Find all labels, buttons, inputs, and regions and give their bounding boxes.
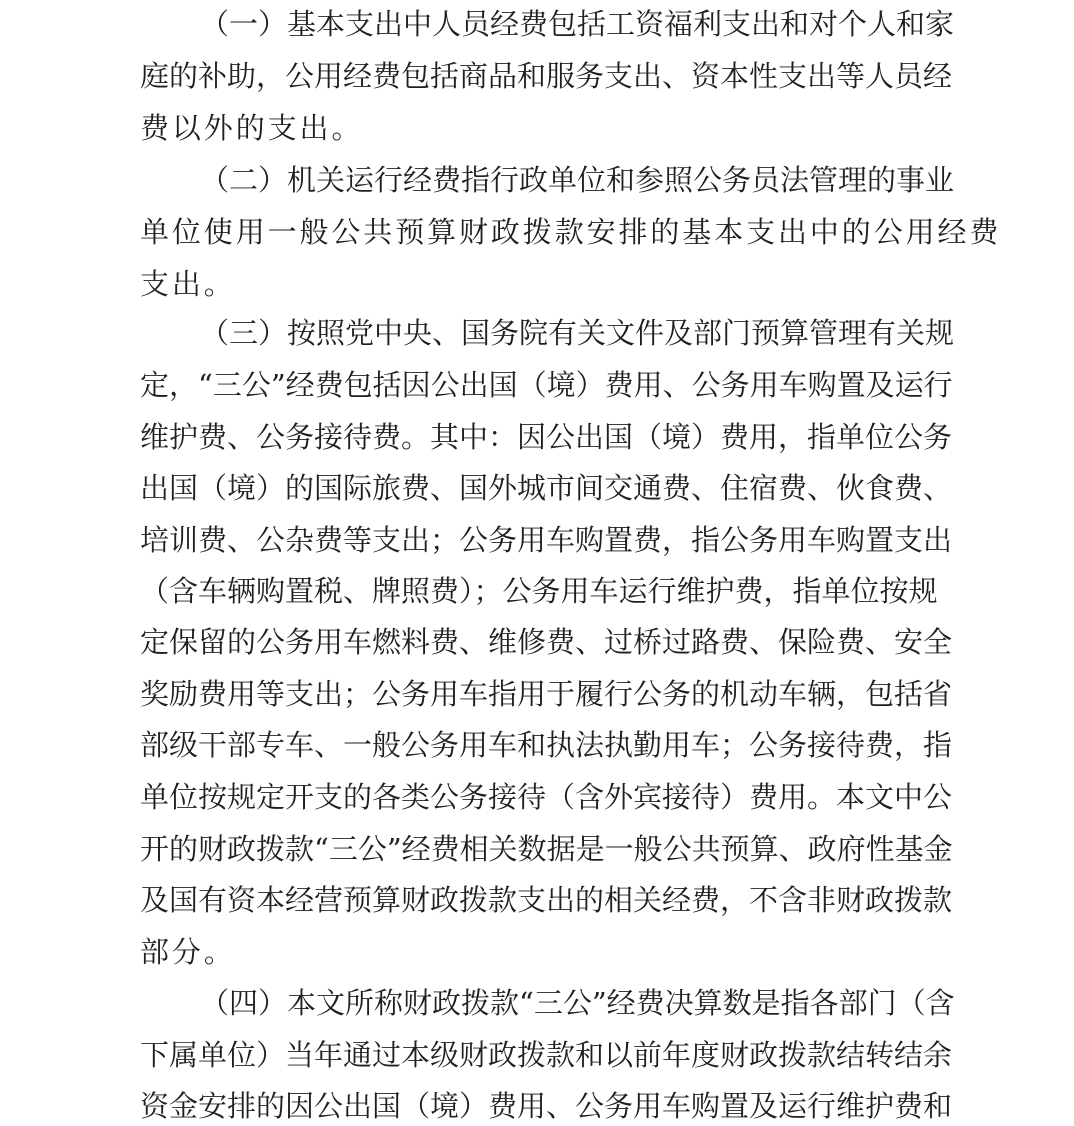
- paragraph-2-line-2: 单位使用一般公共预算财政拨款安排的基本支出中的公用经费: [140, 215, 1002, 249]
- paragraph-3-line-8: 奖励费用等支出；公务用车指用于履行公务的机动车辆，包括省: [140, 677, 953, 711]
- paragraph-1-line-3: 费以外的支出。: [140, 111, 364, 145]
- paragraph-3-line-5: 培训费、公杂费等支出；公务用车购置费，指公务用车购置支出: [140, 523, 953, 557]
- paragraph-3-line-2: 定，“三公”经费包括因公出国（境）费用、公务用车购置及运行: [140, 368, 953, 402]
- paragraph-3-line-12: 及国有资本经营预算财政拨款支出的相关经费，不含非财政拨款: [140, 883, 953, 917]
- paragraph-3-line-9: 部级干部专车、一般公务用车和执法执勤用车；公务接待费，指: [140, 728, 953, 762]
- paragraph-3-line-1: （三）按照党中央、国务院有关文件及部门预算管理有关规: [200, 316, 955, 350]
- paragraph-1-line-2: 庭的补助，公用经费包括商品和服务支出、资本性支出等人员经: [140, 59, 953, 93]
- paragraph-4-line-1: （四）本文所称财政拨款“三公”经费决算数是指各部门（含: [200, 986, 955, 1020]
- paragraph-4-line-3: 资金安排的因公出国（境）费用、公务用车购置及运行维护费和: [140, 1089, 953, 1123]
- paragraph-3-line-6: （含车辆购置税、牌照费）；公务用车运行维护费，指单位按规: [140, 574, 938, 608]
- paragraph-2-line-1: （二）机关运行经费指行政单位和参照公务员法管理的事业: [200, 163, 955, 197]
- paragraph-4-line-2: 下属单位）当年通过本级财政拨款和以前年度财政拨款结转结余: [140, 1038, 953, 1072]
- paragraph-3-line-11: 开的财政拨款“三公”经费相关数据是一般公共预算、政府性基金: [140, 832, 953, 866]
- paragraph-1-line-1: （一）基本支出中人员经费包括工资福利支出和对个人和家: [200, 7, 955, 41]
- paragraph-3-line-4: 出国（境）的国际旅费、国外城市间交通费、住宿费、伙食费、: [140, 471, 953, 505]
- paragraph-3-line-13: 部分。: [140, 935, 236, 969]
- paragraph-3-line-10: 单位按规定开支的各类公务接待（含外宾接待）费用。本文中公: [140, 780, 953, 814]
- paragraph-2-line-3: 支出。: [140, 267, 236, 301]
- paragraph-3-line-3: 维护费、公务接待费。其中：因公出国（境）费用，指单位公务: [140, 420, 953, 454]
- paragraph-3-line-7: 定保留的公务用车燃料费、维修费、过桥过路费、保险费、安全: [140, 625, 953, 659]
